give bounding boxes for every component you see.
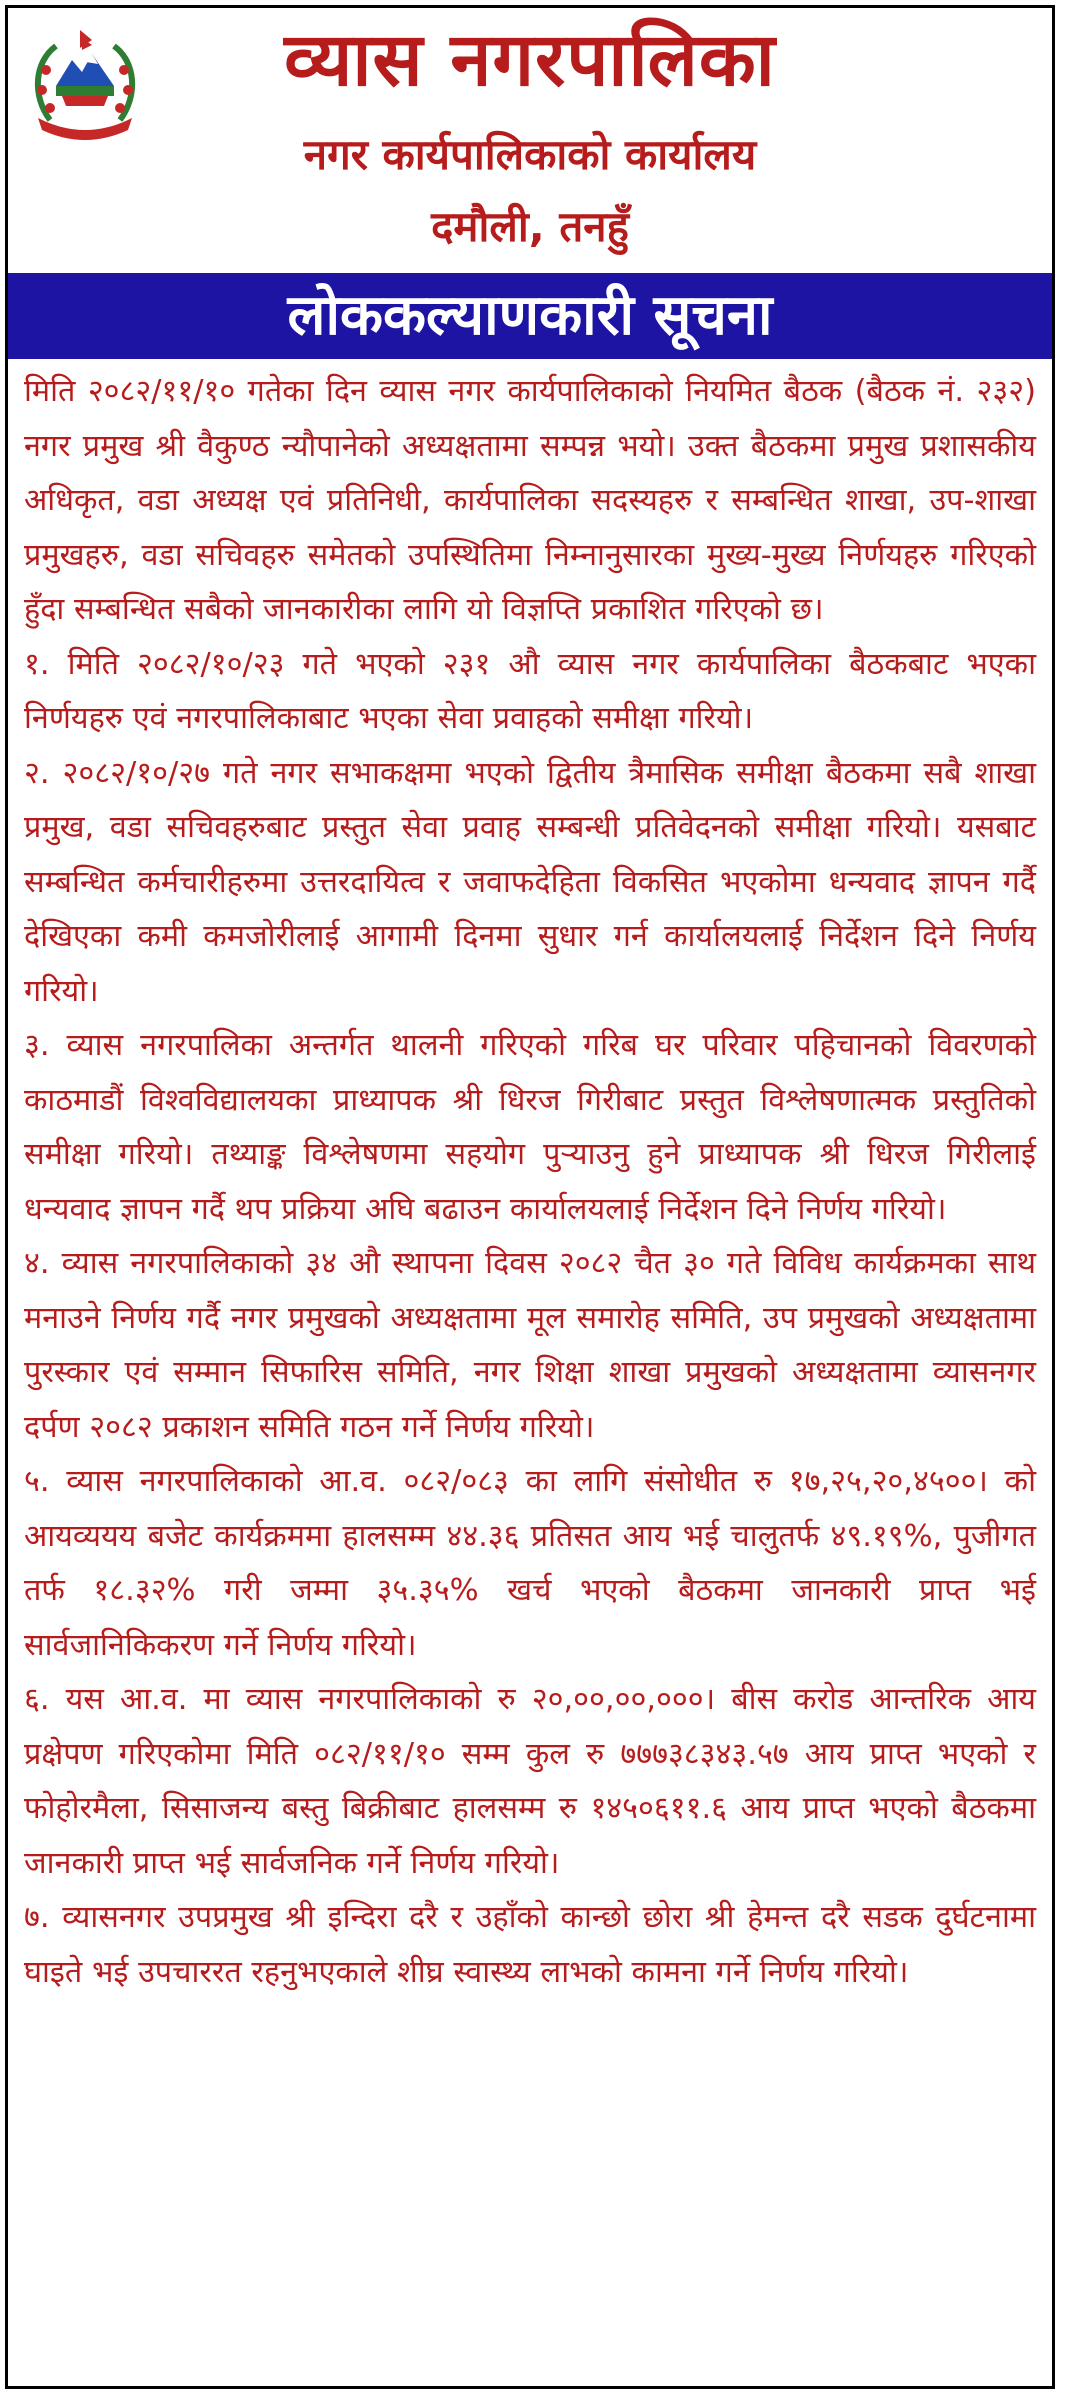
decision-item-1: १. मिति २०८२/१०/२३ गते भएको २३१ औ व्यास नगर कार्यपालिका बैठकबाट भएका निर्णयहरु एवं नगरपालिकाबाट भएका सेवा प्रवाहको समीक्षा गरियो। [24, 646, 1036, 736]
decision-item-2: २. २०८२/१०/२७ गते नगर सभाकक्षमा भएको द्वितीय त्रैमासिक समीक्षा बैठकमा सबै शाखा प्रमुख, वडा सचिवहरुबाट प्रस्तुत सेवा प्रवाह सम्बन्धी प्रतिवेदनको समीक्षा गरियो। यसबाट सम्बन्धित कर्मचारीहरुमा उत्तरदायित्व र जवाफदेहिता विकसित भएकोमा धन्यवाद ज्ञापन गर्दै देखिएका कमी कमजोरीलाई आगामी दिनमा सुधार गर्न कार्यालयलाई निर्देशन दिने निर्णय गरियो। [24, 755, 1036, 1009]
notice-intro: मिति २०८२/११/१० गतेका दिन व्यास नगर कार्यपालिकाको नियमित बैठक (बैठक नं. २३२) नगर प्रमुख श्री वैकुण्ठ न्यौपानेको अध्यक्षतामा सम्पन्न भयो। उक्त बैठकमा प्रमुख प्रशासकीय अधिकृत, वडा अध्यक्ष एवं प्रतिनिधी, कार्यपालिका सदस्यहरु र सम्बन्धित शाखा, उप-शाखा प्रमुखहरु, वडा सचिवहरु समेतको उपस्थितिमा निम्नानुसारका मुख्य-मुख्य निर्णयहरु गरिएको हुँदा सम्बन्धित सबैको जानकारीका लागि यो विज्ञप्ति प्रकाशित गरिएको छ। [24, 374, 1036, 627]
municipality-title: व्यास नगरपालिका [284, 17, 776, 103]
notice-frame [5, 5, 1055, 2389]
decision-item-3: ३. व्यास नगरपालिका अन्तर्गत थालनी गरिएको गरिब घर परिवार पहिचानको विवरणको काठमाडौं विश्वविद्यालयका प्राध्यापक श्री धिरज गिरीबाट प्रस्तुत विश्लेषणात्मक प्रस्तुतिको समीक्षा गरियो। तथ्याङ्क विश्लेषणमा सहयोग पुर्‍याउनु हुने प्राध्यापक श्री धिरज गिरीलाई धन्यवाद ज्ञापन गर्दै थप प्रक्रिया अघि बढाउन कार्यालयलाई निर्देशन दिने निर्णय गरियो। [24, 1028, 1036, 1227]
decision-item-6: ६. यस आ.व. मा व्यास नगरपालिकाको रु २०,००,००,०००। बीस करोड आन्तरिक आय प्रक्षेपण गरिएकोमा मिति ०८२/११/१० सम्म कुल रु ७७७३८३४३.५७ आय प्राप्त भएको र फोहोरमैला, सिसाजन्य बस्तु बिक्रीबाट हालसम्म रु १४५०६११.६ आय प्राप्त भएको बैठकमा जानकारी प्राप्त भई सार्वजनिक गर्ने निर्णय गरियो। [24, 1682, 1036, 1881]
header [8, 8, 1052, 273]
decision-item-4: ४. व्यास नगरपालिकाको ३४ औ स्थापना दिवस २०८२ चैत ३० गते विविध कार्यक्रमका साथ मनाउने निर्णय गर्दै नगर प्रमुखको अध्यक्षतामा मूल समारोह समिति, उप प्रमुखको अध्यक्षतामा पुरस्कार एवं सम्मान सिफारिस समिति, नगर शिक्षा शाखा प्रमुखको अध्यक्षतामा व्यासनगर दर्पण २०८२ प्रकाशन समिति गठन गर्ने निर्णय गरियो। [24, 1246, 1036, 1445]
decision-item-7: ७. व्यासनगर उपप्रमुख श्री इन्दिरा दरै र उहाँको कान्छो छोरा श्री हेमन्त दरै सडक दुर्घटनामा घाइते भई उपचाररत रहनुभएकाले शीघ्र स्वास्थ्य लाभको कामना गर्ने निर्णय गरियो। [24, 1900, 1036, 1990]
notice-body [8, 359, 1052, 2000]
decision-item-5: ५. व्यास नगरपालिकाको आ.व. ०८२/०८३ का लागि संसोधीत रु १७,२५,२०,४५००। को आयव्ययय बजेट कार्यक्रममा हालसम्म ४४.३६ प्रतिसत आय भई चालुतर्फ ४९.१९%, पुजीगत तर्फ १८.३२% गरी जम्मा ३५.३५% खर्च भएको बैठकमा जानकारी प्राप्त भई सार्वजानिकिकरण गर्ने निर्णय गरियो। [24, 1464, 1036, 1663]
office-subtitle: नगर कार्यपालिकाको कार्यालय [303, 130, 757, 179]
notice-banner: लोककल्याणकारी सूचना [8, 273, 1052, 359]
office-location: दमौली, तनहुँ [431, 202, 629, 251]
